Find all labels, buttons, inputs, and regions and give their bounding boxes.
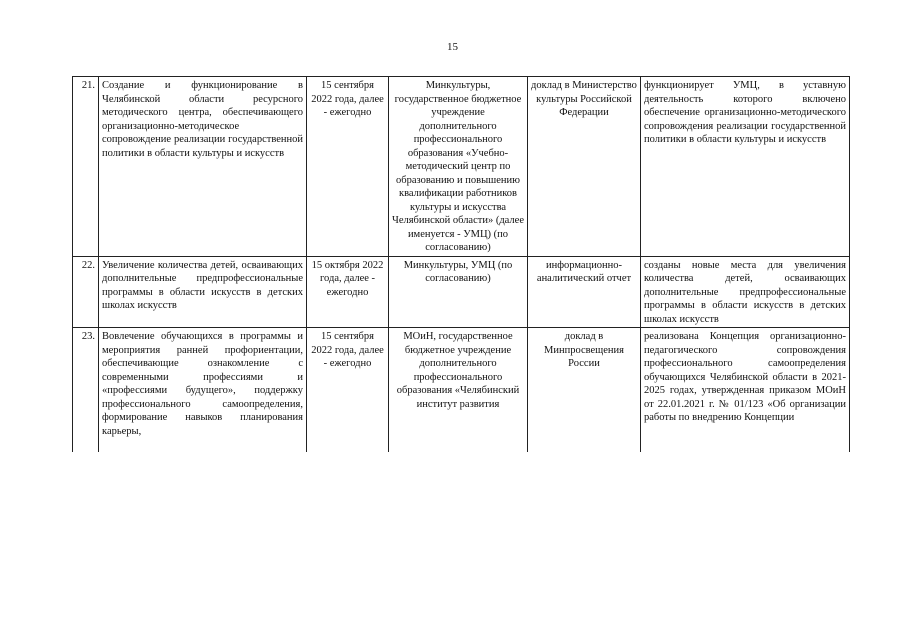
result-cell: функционирует УМЦ, в уставную деятельность которого включено обеспечение организационно-методического сопровождения реализации государственной политики в области культуры и искусств [641, 77, 850, 257]
deadline-cell [307, 328, 389, 453]
page-number: 15 [447, 41, 458, 53]
measure-cell [99, 328, 307, 453]
deadline-text: 15 сентября 2022 года, далее - ежегодно [311, 331, 384, 369]
result-text: реализована Концепция организационно-педагогического сопровождения профессионального самоопределения обучающихся Челябинской области в 2021-2025 годах, утвержденная приказом МОиН от 22.01.2021 г. № 01/123 «Об организации работы по внедрению Концепции [644, 331, 846, 423]
table-row [73, 256, 850, 328]
deadline-cell: 15 октября 2022 года, далее - ежегодно [307, 256, 389, 328]
table-row [73, 328, 850, 453]
measure-cell: Создание и функционирование в Челябинской области ресурсного методического центра, обеспечивающего организационно-методическое сопровождение реализации государственной политики в области культуры и искусств [99, 77, 307, 257]
executor-cell: Минкультуры, государственное бюджетное учреждение дополнительного профессионального образования «Учебно-методический центр по образованию и повышению квалификации работников культуры и искусства Челябинской области» (далее именуется - УМЦ) (по согласованию) [389, 77, 528, 257]
row-number: 22. [73, 256, 99, 328]
executor-text: МОиН, государственное бюджетное учреждение дополнительного профессионального образования «Челябинский институт развития [396, 331, 520, 410]
report-cell: информационно-аналитический отчет [528, 256, 641, 328]
row-number [73, 328, 99, 453]
report-cell [528, 328, 641, 453]
executor-cell [389, 328, 528, 453]
executor-cell: Минкультуры, УМЦ (по согласованию) [389, 256, 528, 328]
report-cell: доклад в Министерство культуры Российской Федерации [528, 77, 641, 257]
measure-cell: Увеличение количества детей, осваивающих дополнительные предпрофессиональные программы в области искусств в детских школах искусств [99, 256, 307, 328]
result-cell: созданы новые места для увеличения количества детей, осваивающих дополнительные предпрофессиональные программы в области искусств в детских школах искусств [641, 256, 850, 328]
report-text: доклад в Минпросвещения России [544, 331, 624, 369]
result-cell [641, 328, 850, 453]
measure-text: Вовлечение обучающихся в программы и мероприятия ранней профориентации, обеспечивающие ознакомление с современными профессиями и «профессиями будущего», поддержку профессионального самоопределения, формирование навыков планирования карьеры, [102, 331, 303, 437]
row-number: 21. [73, 77, 99, 257]
measures-table [72, 76, 850, 452]
table-row [73, 77, 850, 257]
row-number-text: 23. [81, 331, 95, 342]
deadline-cell: 15 сентября 2022 года, далее - ежегодно [307, 77, 389, 257]
